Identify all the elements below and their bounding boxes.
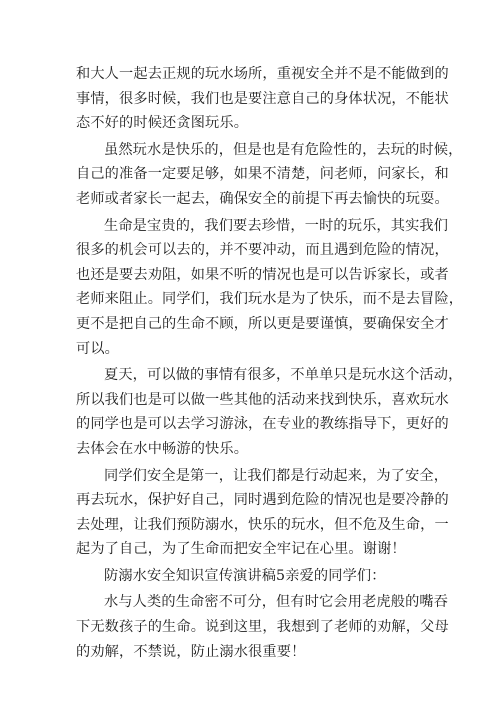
paragraph-line: 老师或者家长一起去，确保安全的前提下再去愉快的玩耍。 (76, 190, 449, 207)
paragraph-line: 和大人一起去正规的玩水场所，重视安全并不是不能做到的 (76, 66, 449, 82)
paragraph-line: 同学们安全是第一，让我们都是行动起来，为了安全， (104, 467, 449, 484)
paragraph-line: 去处理，让我们预防溺水，快乐的玩水，但不危及生命，一 (76, 516, 449, 533)
paragraph-3 (76, 214, 464, 362)
paragraph-line: 自己的准备一定要足够，如果不清楚，问老师，问家长，和 (76, 166, 449, 183)
paragraph-line: 可以。 (76, 340, 120, 357)
paragraph-line: 虽然玩水是快乐的，但是也是有危险性的，去玩的时候， (104, 141, 463, 158)
paragraph-2 (76, 138, 463, 212)
paragraph-line: 所以我们也是可以做一些其他的活动来找到快乐，喜欢玩水 (76, 391, 449, 408)
paragraph-line: 再去玩水，保护好自己，同时遇到危险的情况也是要冷静的 (76, 492, 449, 509)
paragraph-line: 水与人类的生命密不可分，但有时它会用老虎般的嘴吞 (104, 594, 449, 611)
paragraph-7 (76, 590, 449, 664)
paragraph-1 (76, 62, 449, 136)
paragraph-5 (76, 464, 449, 562)
paragraph-line: 下无数孩子的生命。说到这里，我想到了老师的劝解，父母 (76, 619, 449, 636)
paragraph-line: 更不是把自己的生命不顾，所以更是要谨慎，要确保安全才 (76, 315, 449, 332)
paragraph-line: 起为了自己，为了生命而把安全牢记在心里。谢谢！ (76, 541, 406, 558)
paragraph-line: 事情，很多时候，我们也是要注意自己的身体状况，不能状 (76, 90, 449, 107)
paragraph-line: 防溺水安全知识宣传演讲稿5亲爱的同学们： (104, 567, 386, 584)
paragraph-line: 老师来阻止。同学们，我们玩水是为了快乐，而不是去冒险， (76, 291, 464, 308)
paragraph-line: 的同学也是可以去学习游泳，在专业的教练指导下，更好的 (76, 416, 449, 433)
paragraph-line: 去体会在水中畅游的快乐。 (76, 440, 249, 457)
paragraph-line: 态不好的时候还贪图玩乐。 (76, 115, 249, 132)
paragraph-line: 也还是要去劝阻，如果不听的情况也是可以告诉家长，或者 (76, 266, 449, 283)
paragraph-line: 生命是宝贵的，我们要去珍惜，一时的玩乐，其实我们 (104, 217, 449, 234)
paragraph-4 (76, 363, 463, 461)
paragraph-line: 的劝解，不禁说，防止溺水很重要！ (76, 643, 306, 660)
paragraph-line: 夏天，可以做的事情有很多，不单单只是玩水这个活动， (104, 367, 463, 384)
paragraph-line: 很多的机会可以去的，并不要冲动，而且遇到危险的情况， (76, 242, 449, 259)
document-body (76, 62, 464, 664)
speech-heading (76, 564, 432, 589)
